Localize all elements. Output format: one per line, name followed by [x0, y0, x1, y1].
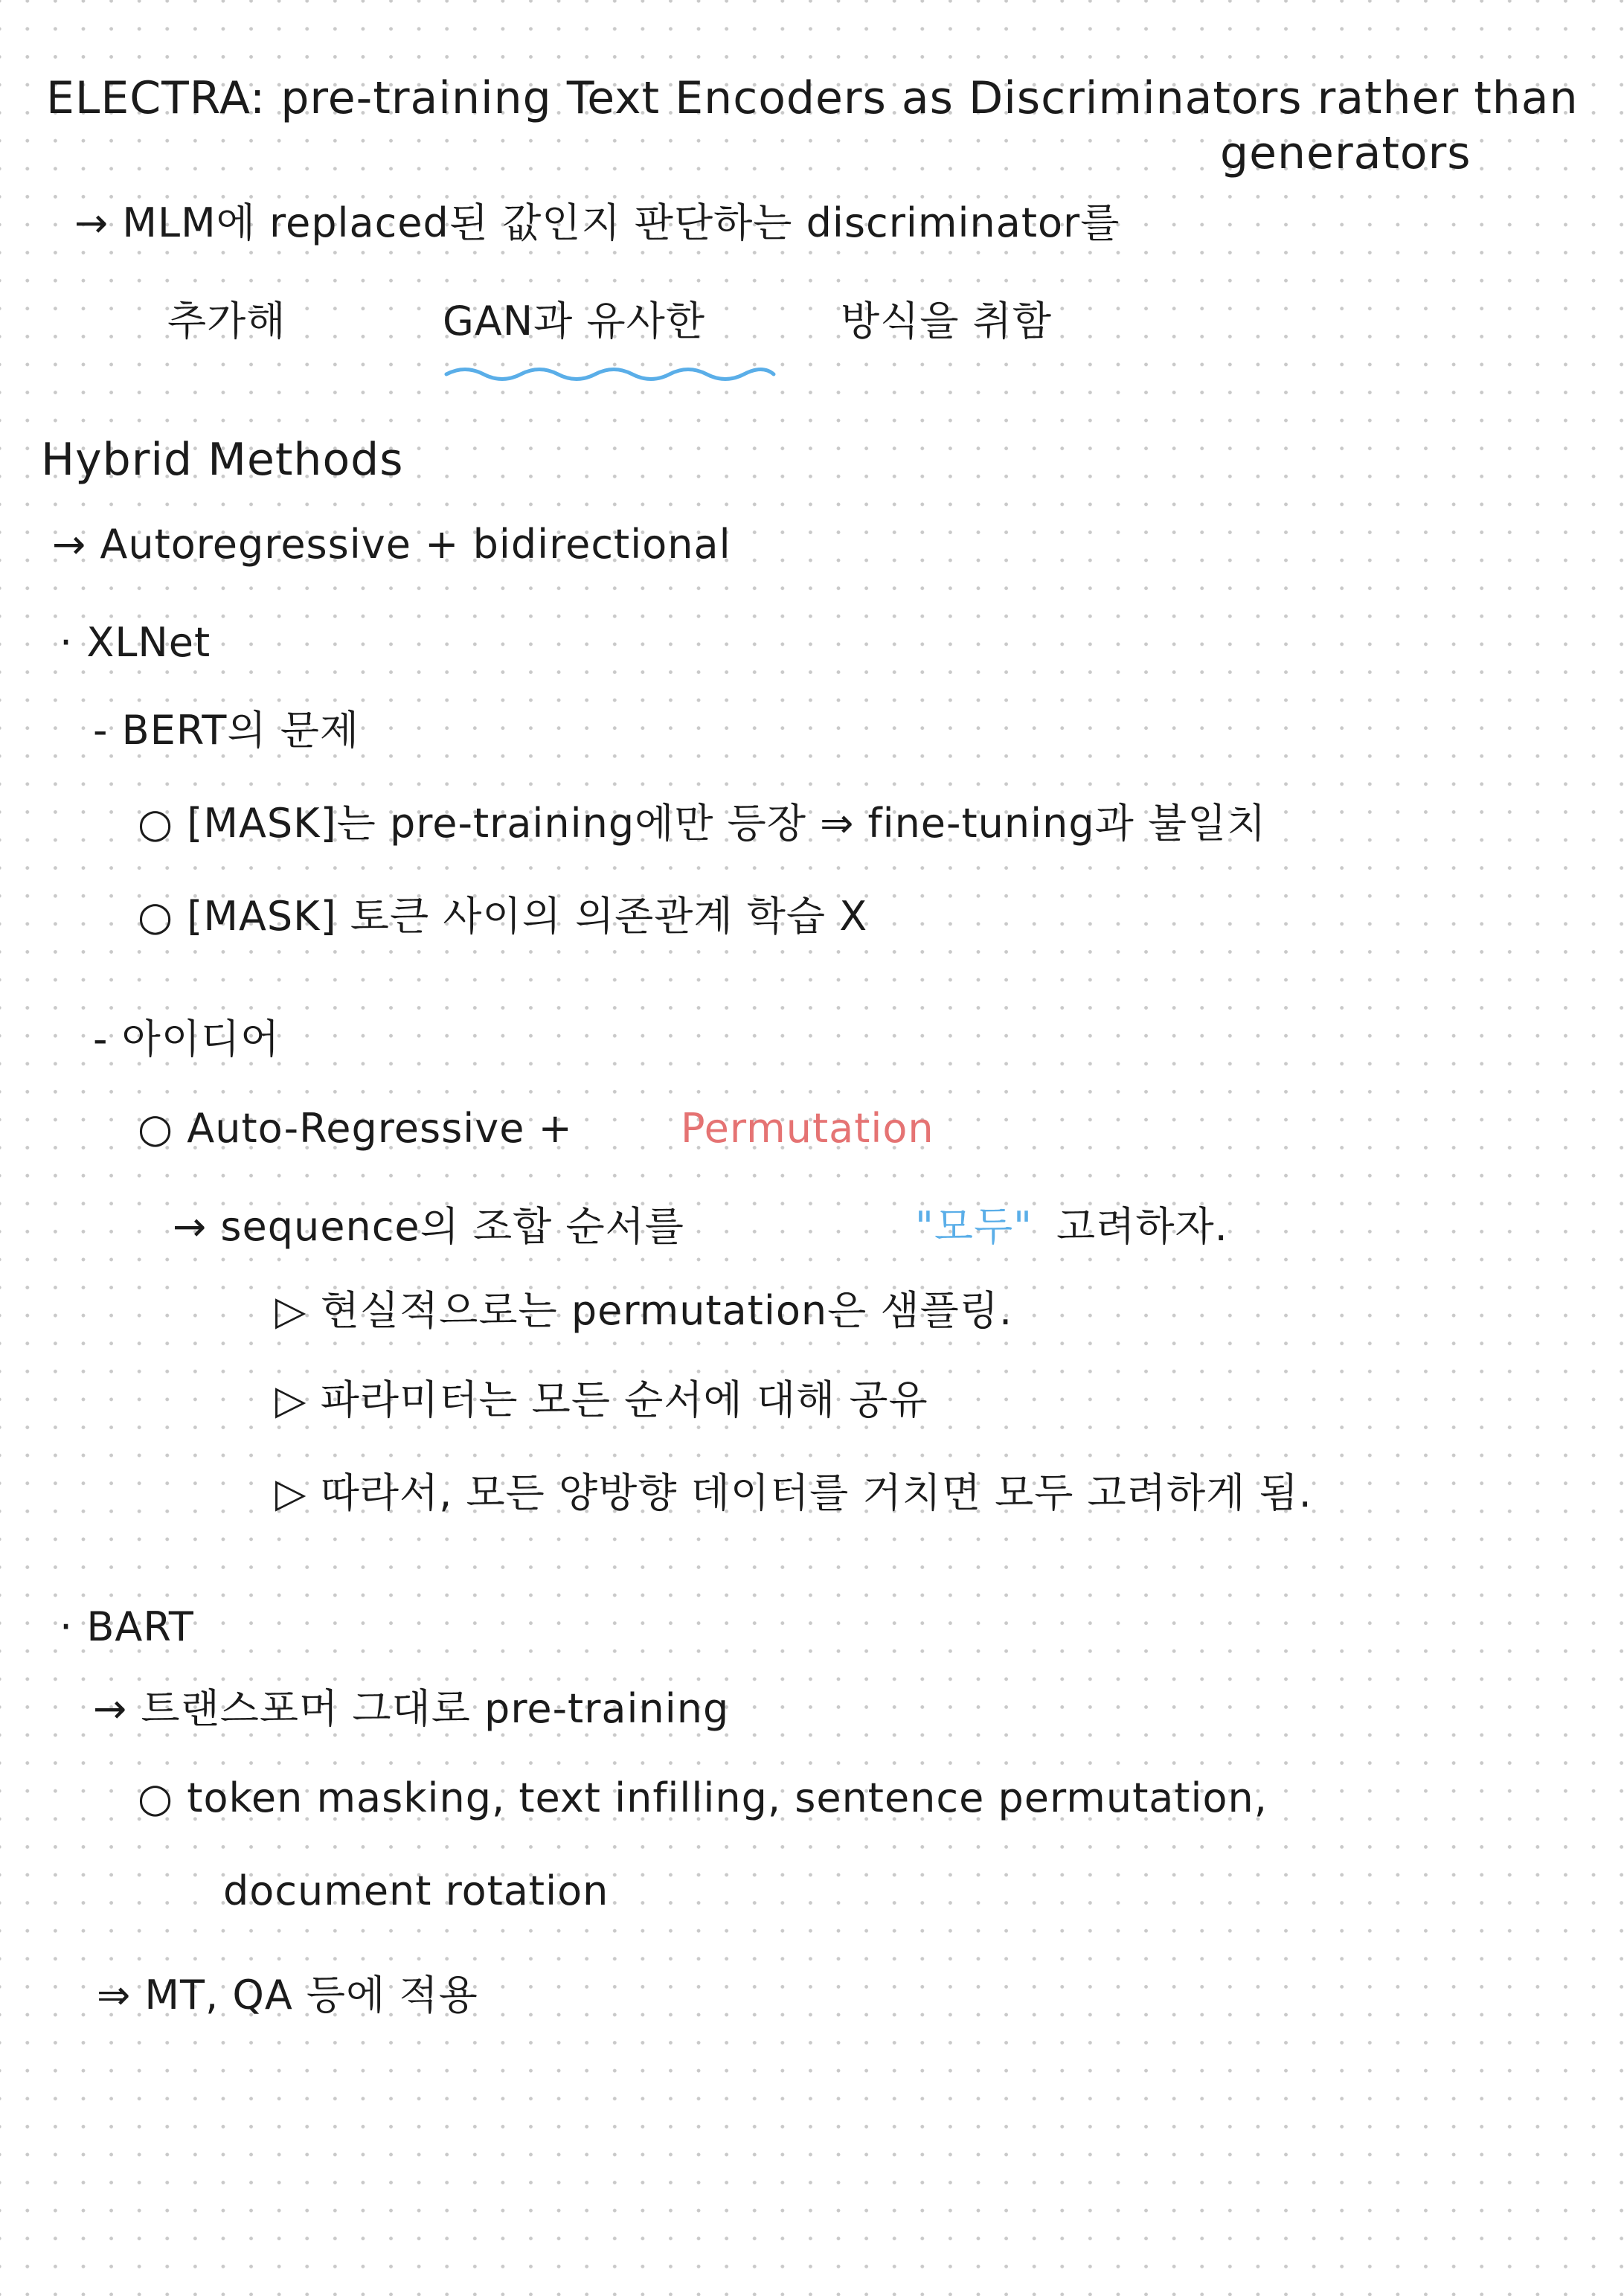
- gan-underline-squiggle: [443, 363, 777, 385]
- electra-note-line2-part2: 방식을 취함: [841, 298, 1052, 344]
- electra-title-line2: generators: [1220, 127, 1471, 179]
- xlnet-idea-arrow-suffix: 고려하자.: [1056, 1203, 1228, 1250]
- bart-title: · BART: [60, 1603, 194, 1650]
- electra-note-line1: → MLM에 replaced된 값인지 판단하는 discriminator를: [74, 199, 1120, 246]
- hybrid-subtitle: → Autoregressive + bidirectional: [52, 521, 731, 568]
- hybrid-heading: Hybrid Methods: [41, 434, 404, 486]
- xlnet-idea-point-2: ▷ 파라미터는 모든 순서에 대해 공유: [275, 1376, 928, 1423]
- xlnet-idea-1-permutation: Permutation: [681, 1105, 934, 1152]
- bart-result: ⇒ MT, QA 등에 적용: [97, 1972, 478, 2018]
- electra-title-line1: ELECTRA: pre-training Text Encoders as Discriminators rather than: [46, 72, 1579, 124]
- xlnet-idea-arrow-quoted: "모두": [915, 1203, 1033, 1250]
- xlnet-idea-arrow-prefix: → sequence의 조합 순서를: [173, 1203, 684, 1250]
- xlnet-idea-heading: - 아이디어: [93, 1016, 280, 1062]
- xlnet-problem-heading: - BERT의 문제: [93, 707, 360, 754]
- xlnet-title: · XLNet: [60, 619, 211, 666]
- bart-tasks-line2: document rotation: [223, 1867, 609, 1914]
- electra-note-line2-part1: 추가해: [167, 298, 286, 344]
- bart-tasks-line1: ○ token masking, text infilling, sentence permutation,: [138, 1774, 1268, 1821]
- xlnet-idea-point-3: ▷ 따라서, 모든 양방향 데이터를 거치면 모두 고려하게 됨.: [275, 1469, 1312, 1516]
- xlnet-idea-1-prefix: ○ Auto-Regressive +: [138, 1105, 573, 1152]
- electra-note-line2-highlight: GAN과 유사한: [443, 298, 706, 344]
- xlnet-problem-1: ○ [MASK]는 pre-training에만 등장 ⇒ fine-tuning과 불일치: [138, 800, 1267, 847]
- xlnet-problem-2: ○ [MASK] 토큰 사이의 의존관계 학습 X: [138, 893, 868, 940]
- bart-arrow-line: → 트랜스포머 그대로 pre-training: [93, 1685, 730, 1732]
- xlnet-idea-point-1: ▷ 현실적으로는 permutation은 샘플링.: [275, 1287, 1013, 1334]
